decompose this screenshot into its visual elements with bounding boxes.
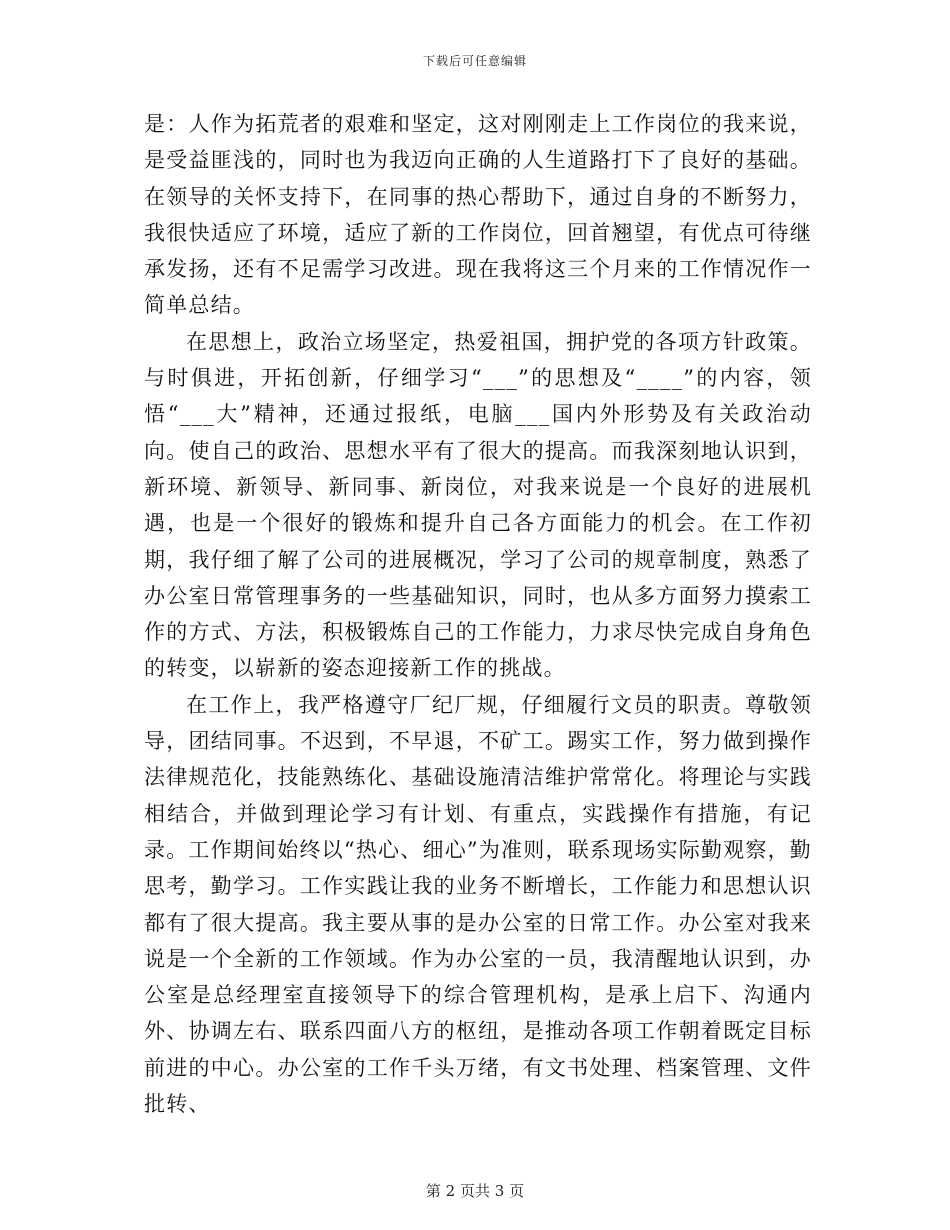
body-text (144, 106, 812, 1122)
paragraph-intro: 是：人作为拓荒者的艰难和坚定，这对刚刚走上工作岗位的我来说，是受益匪浅的，同时也为我迈向正确的人生道路打下了良好的基础。在领导的关怀支持下，在同事的热心帮助下，通过自身的不断努力，我很快适应了环境，适应了新的工作岗位，回首翘望，有优点可待继承发扬，还有不足需学习改进。现在我将这三个月来的工作情况作一简单总结。 (144, 112, 812, 318)
paragraph-work: 在工作上，我严格遵守厂纪厂规，仔细履行文员的职责。尊敬领导，团结同事。不迟到，不早退，不矿工。踢实工作，努力做到操作法律规范化，技能熟练化、基础设施清洁维护常常化。将理论与实践相结合，并做到理论学习有计划、有重点，实践操作有措施，有记录。工作期间始终以“热心、细心”为准则，联系现场实际勤观察，勤思考，勤学习。工作实践让我的业务不断增长，工作能力和思想认识都有了很大提高。我主要从事的是办公室的日常工作。办公室对我来说是一个全新的工作领域。作为办公室的一员，我清醒地认识到，办公室是总经理室直接领导下的综合管理机构，是承上启下、沟通内外、协调左右、联系四面八方的枢纽，是推动各项工作朝着既定目标前进的中心。办公室的工作千头万绪，有文书处理、档案管理、文件批转、 (144, 692, 812, 1117)
paragraph-ideology: 在思想上，政治立场坚定，热爱祖国，拥护党的各项方针政策。与时俱进，开拓创新，仔细学习“___”的思想及“____”的内容，领悟“___大”精神，还通过报纸，电脑___国内外形势及有关政治动向。使自己的政治、思想水平有了很大的提高。而我深刻地认识到，新环境、新领导、新同事、新岗位，对我来说是一个良好的进展机遇，也是一个很好的锻炼和提升自己各方面能力的机会。在工作初期，我仔细了解了公司的进展概况，学习了公司的规章制度，熟悉了办公室日常管理事务的一些基础知识，同时，也从多方面努力摸索工作的方式、方法，积极锻炼自己的工作能力，力求尽快完成自身角色的转变，以崭新的姿态迎接新工作的挑战。 (144, 329, 812, 681)
page-footer: 第 2 页共 3 页 (425, 1182, 525, 1200)
page-header: 下载后可任意编辑 (422, 54, 527, 68)
